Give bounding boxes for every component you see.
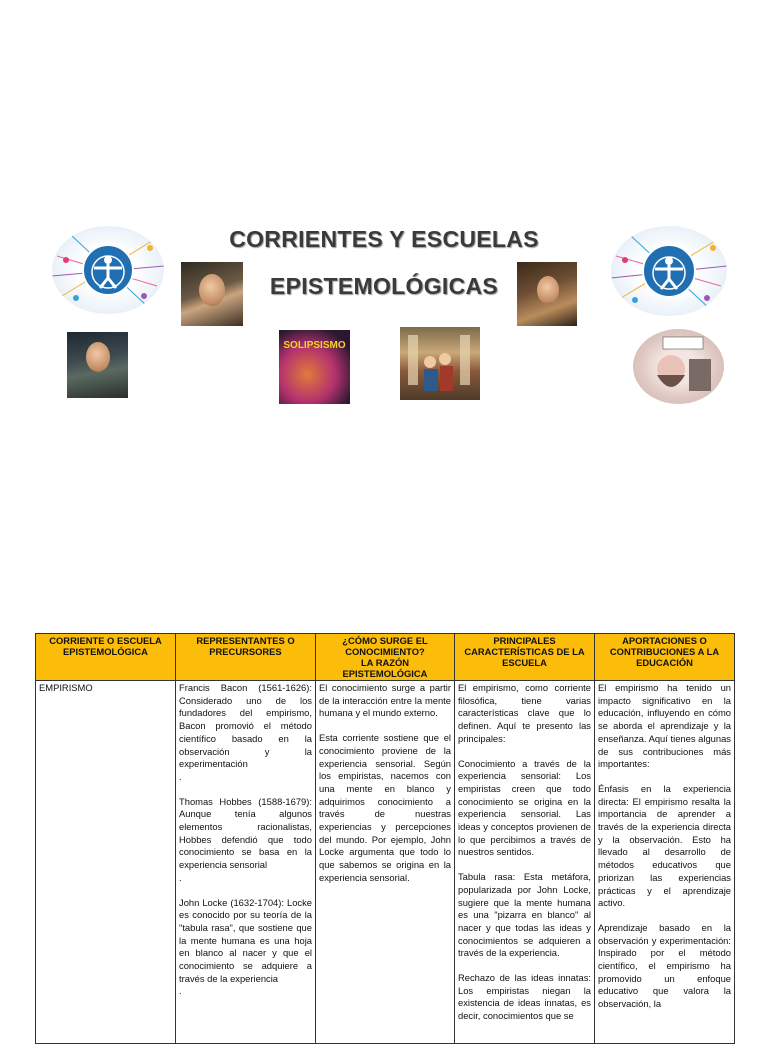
header-representantes: REPRESENTANTES O PRECURSORES [176,634,316,681]
epistemology-table [35,633,735,1044]
hobbes-portrait-icon [181,262,243,326]
representante-bacon: Francis Bacon (1561-1626): Considerado uno de los fundadores del empirismo, Bacon promovió el método científico basado en la observación y la experimentación . [179,682,312,782]
header-aportaciones: APORTACIONES O CONTRIBUCIONES A LA EDUCACIÓN [595,634,735,681]
cell-como-surge [316,681,455,1044]
corriente-name: EMPIRISMO [39,682,93,693]
classical-painting-icon [400,327,480,400]
como-surge-p1: El conocimiento surge a partir de la interacción entre la mente humana y el mundo externo. [319,682,451,719]
representante-locke: John Locke (1632-1704): Locke es conocido por su teoría de la "tabula rasa", que sostiene que la mente humana es una hoja en blanco al nacer y que el conocimiento se adquiere a través de la experiencia . [179,896,312,997]
aportaciones-p2: Énfasis en la experiencia directa: El empirismo resalta la importancia de aprender a través de la experiencia directa y la observación. Esto ha llevado al desarrollo de métodos educativos que priorizan las experiencias prácticas y el aprendizaje activo. [598,782,731,909]
vitruvian-logo-right-icon [611,226,727,316]
cell-representantes [176,681,316,1044]
table-row [36,681,735,1044]
aportaciones-p3: Aprendizaje basado en la observación y experimentación: Inspirado por el método científico, el empirismo ha promovido un enfoque educativo que valora la observación, la [598,921,731,1010]
caracteristicas-p4: Rechazo de las ideas innatas: Los empiristas niegan la existencia de ideas innatas, es decir, conocimientos que se [458,972,591,1022]
cell-caracteristicas [455,681,595,1044]
caracteristicas-p3: Tabula rasa: Esta metáfora, popularizada por John Locke, sugiere que la mente humana es una "pizarra en blanco" al nacer y que todas las ideas y conocimientos se adquieren a través de la experiencia. [458,871,591,959]
solipsismo-label: SOLIPSISMO [283,340,346,351]
header-caracteristicas: PRINCIPALES CARACTERÍSTICAS DE LA ESCUELA [455,634,595,681]
caracteristicas-p1: El empirismo, como corriente filosófica, tiene varias características clave que lo definen. Aquí te presento las principales: [458,682,591,744]
solipsismo-cover-icon [279,330,350,404]
hume-portrait-icon [67,332,128,398]
como-surge-p2: Esta corriente sostiene que el conocimiento proviene de la experiencia sensorial. Según los empiristas, nacemos con una mente en blanco y adquirimos conocimiento a través de nuestras experiencias y percepciones del mundo. Por ejemplo, John Locke argumenta que todo lo que sabemos se origina en la experiencia sensorial. [319,732,451,883]
page-subtitle: EPISTEMOLÓGICAS [269,273,499,299]
cell-corriente [36,681,176,1044]
vitruvian-logo-left-icon [52,226,164,314]
caracteristicas-p2: Conocimiento a través de la experiencia sensorial: Los empiristas creen que todo conocimiento se origina en la experiencia sensorial. Las ideas y conceptos provienen de lo que percibimos a través de nuestros sentidos. [458,757,591,858]
aportaciones-p1: El empirismo ha tenido un impacto significativo en la educación, influyendo en cómo se aborda el aprendizaje y la enseñanza. Aquí tienes algunas de sus contribuciones más importantes: [598,682,731,770]
cell-aportaciones [595,681,735,1044]
representante-hobbes: Thomas Hobbes (1588-1679): Aunque tenía algunos elementos racionalistas, Hobbes defendió que todo conocimiento se basa en la experiencia sensorial . [179,795,312,883]
table-header-row [36,634,735,681]
header-corriente: CORRIENTE O ESCUELA EPISTEMOLÓGICA [36,634,176,681]
cartoon-illustration-icon [633,329,724,404]
header-como-surge: ¿CÓMO SURGE EL CONOCIMIENTO? LA RAZÓN EPISTEMOLÓGICA [316,634,455,681]
locke-portrait-icon [517,262,577,326]
page-title: CORRIENTES Y ESCUELAS [229,226,539,252]
